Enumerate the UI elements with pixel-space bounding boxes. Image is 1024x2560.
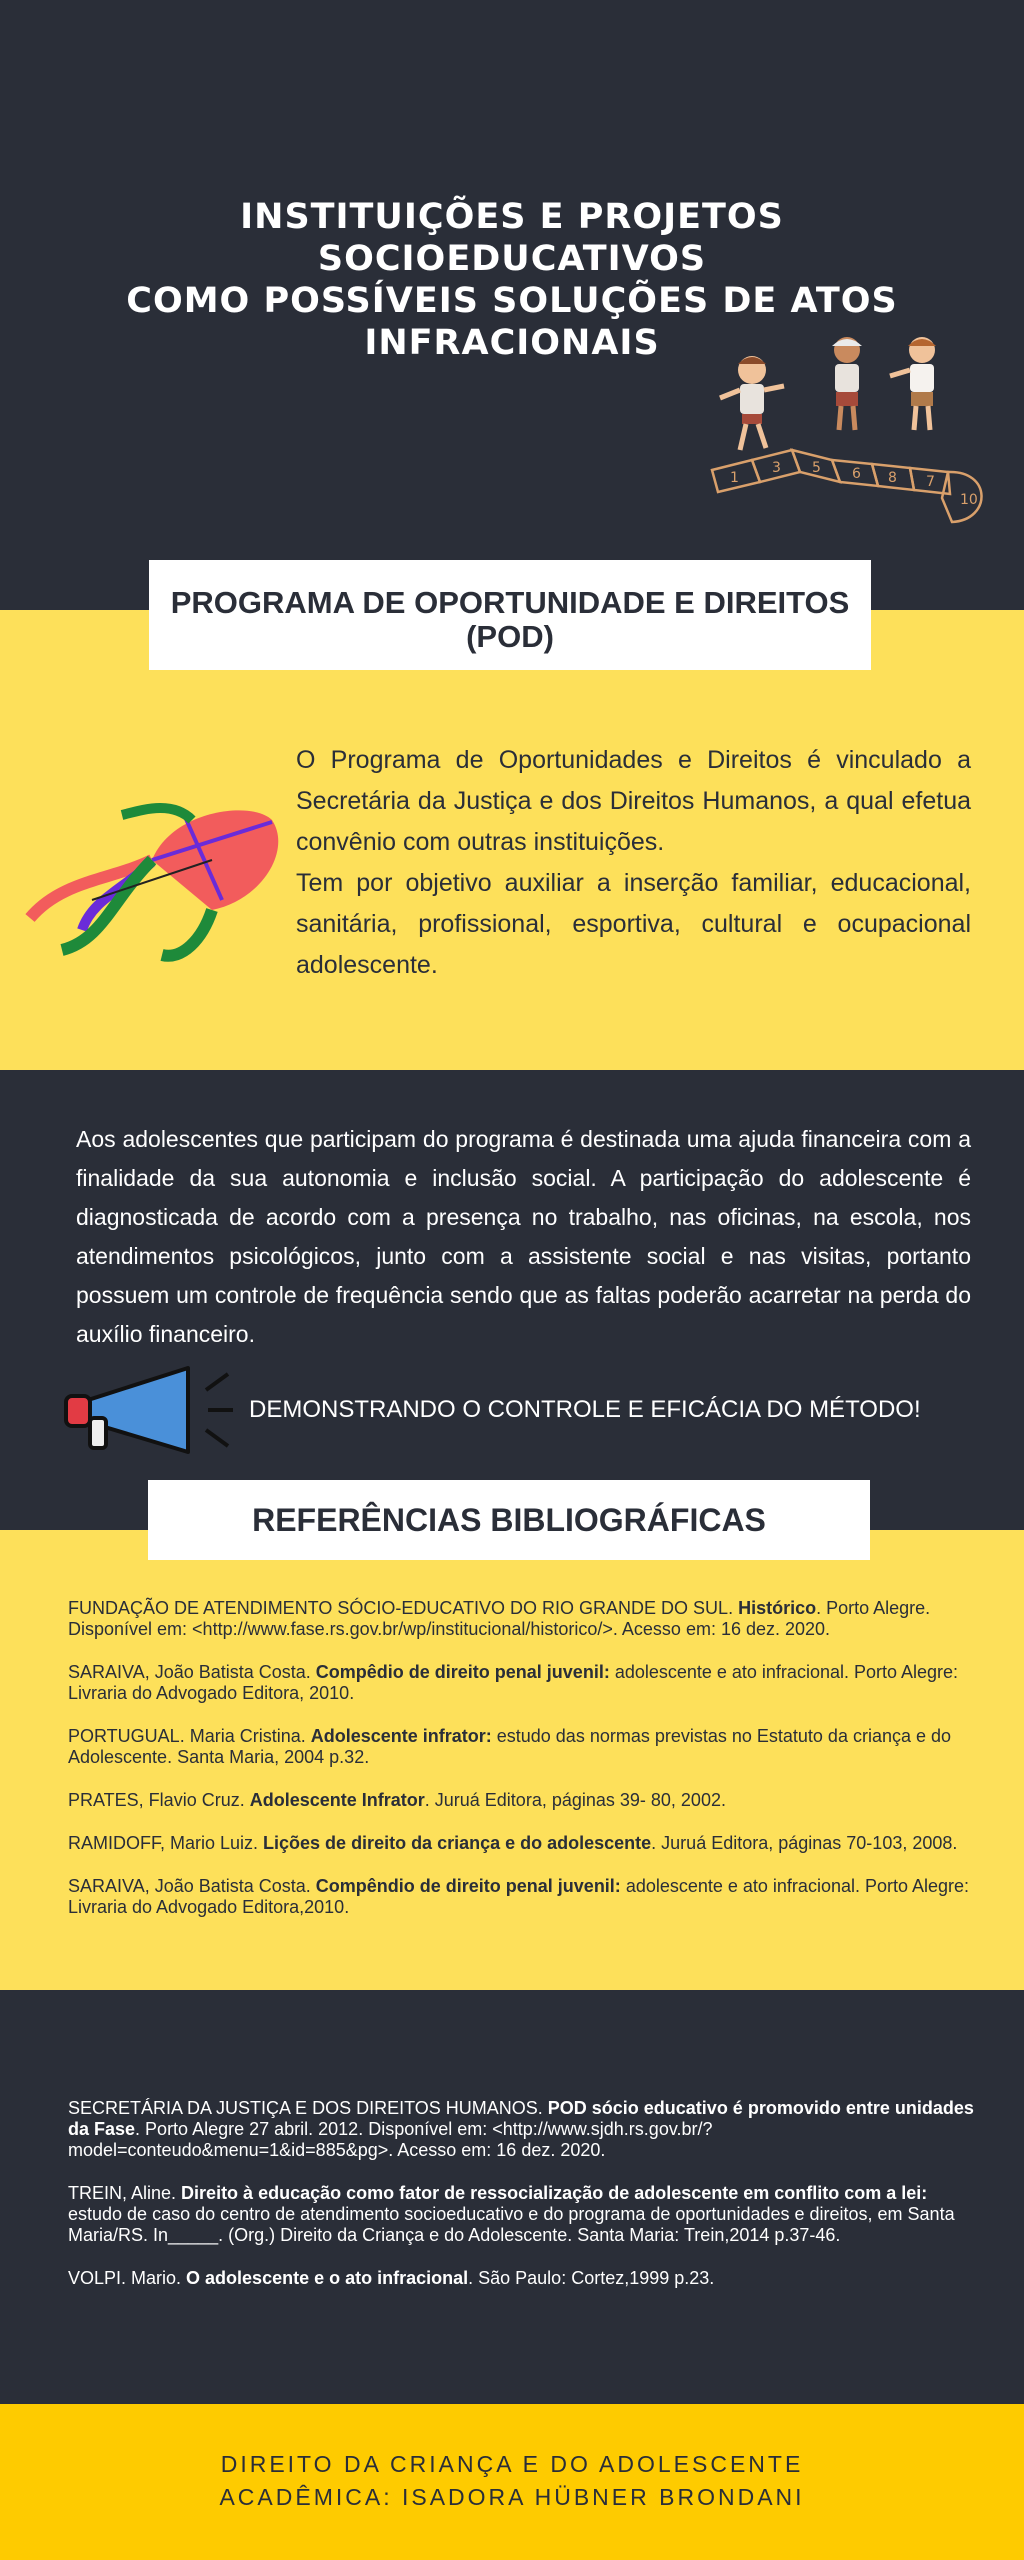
reference-item: SARAIVA, João Batista Costa. Compêdio de direito penal juvenil: adolescente e ato infracional. Porto Alegre: Livraria do Advogado Editora, 2010. [68, 1662, 959, 1703]
hopscotch-number: 1 [730, 470, 739, 486]
kite-illustration [22, 790, 282, 970]
child-figure [890, 337, 936, 430]
reference-item: SARAIVA, João Batista Costa. Compêndio de direito penal juvenil: adolescente e ato infracional. Porto Alegre: Livraria do Advogado Editora,2010. [68, 1876, 970, 1917]
hopscotch-number: 6 [852, 466, 861, 482]
demo-caption: DEMONSTRANDO O CONTROLE E EFICÁCIA DO MÉTODO! [249, 1396, 921, 1423]
references-list [68, 1598, 980, 1940]
reference-item: RAMIDOFF, Mario Luiz. Lições de direito da criança e do adolescente. Juruá Editora, páginas 70-103, 2008. [68, 1833, 958, 1853]
footer-credits [0, 2448, 1024, 2514]
hopscotch-number: 8 [888, 470, 897, 486]
reference-item: FUNDAÇÃO DE ATENDIMENTO SÓCIO-EDUCATIVO DO RIO GRANDE DO SUL. Histórico. Porto Alegre. Disponível em: <http://www.fase.rs.gov.br/wp/institucional/historico/>. Acesso em: 16 dez. 2020. [68, 1598, 931, 1639]
reference-item: TREIN, Aline. Direito à educação como fator de ressocialização de adolescente em conflito com a lei: estudo de caso do centro de atendimento socioeducativo e do programa de oportunidades e direitos, em Santa Maria/RS. In_____. (Org.) Direito da Criança e do Adolescente. Santa Maria: Trein,2014 p.37-46. [68, 2183, 955, 2245]
pod-heading-line: PROGRAMA DE OPORTUNIDADE E DIREITOS [170, 585, 850, 620]
title-line: INFRACIONAIS [364, 323, 660, 363]
title-line: COMO POSSÍVEIS SOLUÇÕES DE ATOS [126, 281, 898, 321]
reference-item: PORTUGUAL. Maria Cristina. Adolescente infrator: estudo das normas previstas no Estatuto da criança e do Adolescente. Santa Maria, 2004 p.32. [68, 1726, 952, 1767]
references-heading: REFERÊNCIAS BIBLIOGRÁFICAS [148, 1480, 870, 1560]
hopscotch-number: 7 [926, 474, 935, 490]
footer-course: DIREITO DA CRIANÇA E DO ADOLESCENTE [220, 2451, 804, 2477]
children-hopscotch-illustration [692, 330, 992, 530]
megaphone-icon [58, 1360, 238, 1470]
references-list-continued [68, 2098, 980, 2311]
reference-item: VOLPI. Mario. O adolescente e o ato infracional. São Paulo: Cortez,1999 p.23. [68, 2268, 715, 2288]
child-figure [720, 356, 784, 450]
hopscotch-number: 3 [772, 460, 781, 476]
pod-heading [149, 560, 871, 670]
pod-heading-line: (POD) [466, 619, 554, 654]
pod-paragraph: Tem por objetivo auxiliar a inserção familiar, educacional, sanitária, profissional, esportiva, cultural e ocupacional adolescente. [296, 869, 971, 979]
reference-item: SECRETÁRIA DA JUSTIÇA E DOS DIREITOS HUMANOS. POD sócio educativo é promovido entre unidades da Fase. Porto Alegre 27 abril. 2012. Disponível em: <http://www.sjdh.rs.gov.br/?model=conteudo&menu=1&id=885&pg>. Acesso em: 16 dez. 2020. [68, 2098, 974, 2160]
hopscotch-number: 10 [960, 492, 978, 508]
footer-author: ACADÊMICA: ISADORA HÜBNER BRONDANI [219, 2484, 805, 2510]
pod-description [296, 740, 971, 986]
title-line: SOCIOEDUCATIVOS [317, 239, 707, 279]
child-figure [832, 337, 862, 430]
program-paragraph: Aos adolescentes que participam do programa é destinada uma ajuda financeira com a finalidade da sua autonomia e inclusão social. A participação do adolescente é diagnosticada de acordo com a presença no trabalho, nas oficinas, na escola, nos atendimentos psicológicos, junto com a assistente social e nas visitas, portanto possuem um controle de frequência sendo que as faltas poderão acarretar na perda do auxílio financeiro. [76, 1126, 971, 1347]
pod-paragraph: O Programa de Oportunidades e Direitos é vinculado a Secretária da Justiça e dos Direitos Humanos, a qual efetua convênio com outras instituições. [296, 746, 971, 856]
hopscotch-number: 5 [812, 460, 821, 476]
title-line: INSTITUIÇÕES E PROJETOS [240, 197, 784, 237]
reference-item: PRATES, Flavio Cruz. Adolescente Infrator. Juruá Editora, páginas 39- 80, 2002. [68, 1790, 726, 1810]
